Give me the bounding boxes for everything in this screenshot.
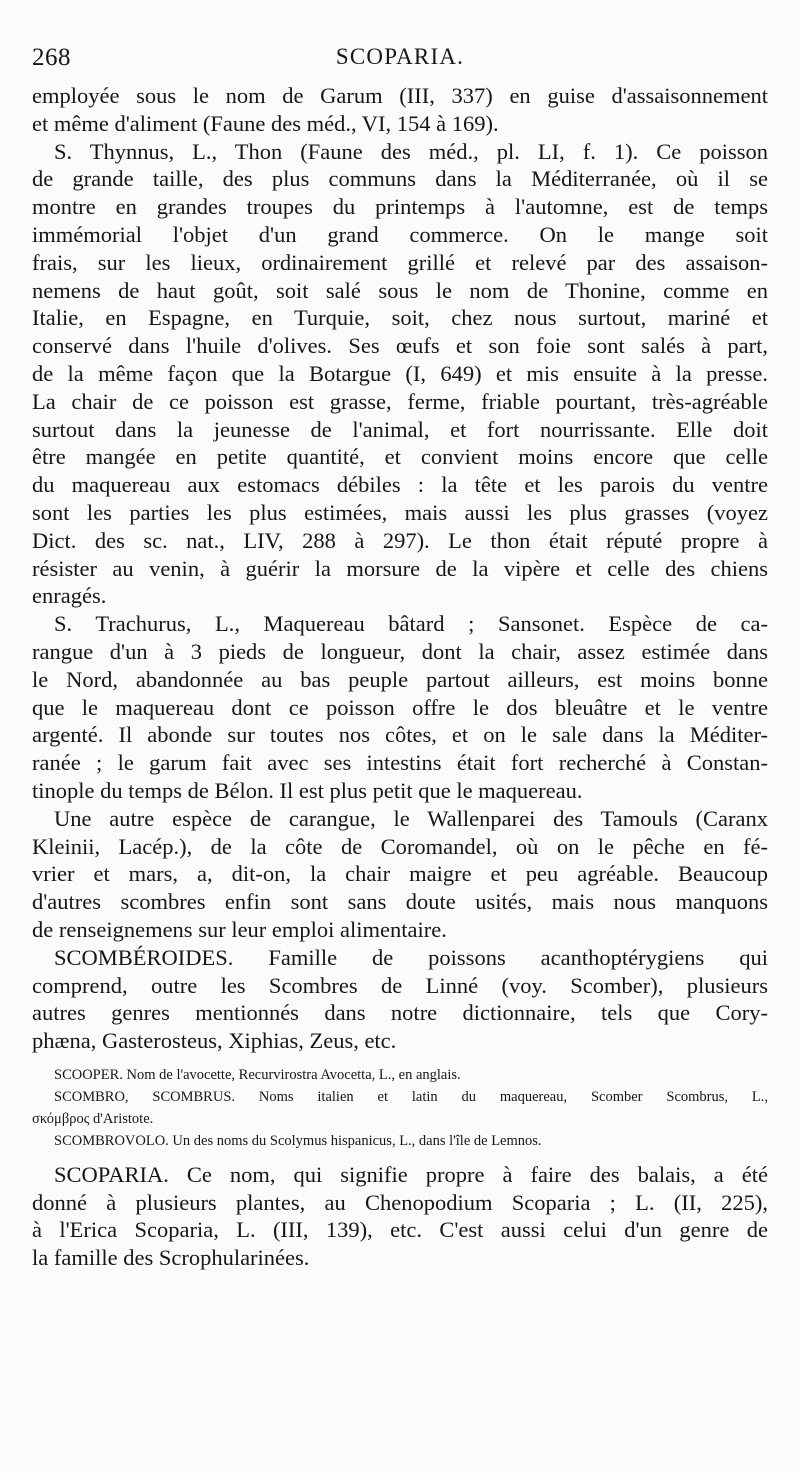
text-line-4: de grande taille, des plus communs dans la Méditerranée, où il se bbox=[32, 166, 768, 192]
text-line-16: sont les parties les plus estimées, mais aussi les plus grasses (voyez bbox=[32, 499, 768, 525]
text-line-6: immémorial l'objet d'un grand commerce. On le mange soit bbox=[32, 221, 768, 247]
text-line-27: Une autre espèce de carangue, le Wallenparei des Tamouls (Caranx bbox=[54, 805, 768, 831]
small-text-line-4: SCOMBROVOLO. Un des noms du Scolymus hispanicus, L., dans l'île de Lemnos. bbox=[54, 1132, 542, 1149]
text-line-18: résister au venin, à guérir la morsure de la vipère et celle des chiens bbox=[32, 555, 768, 581]
text-line-29: vrier et mars, a, dit-on, la chair maigre et peu agréable. Beaucoup bbox=[32, 861, 768, 887]
final-text-line-4: la famille des Scrophularinées. bbox=[32, 1245, 310, 1271]
text-line-25: ranée ; le garum fait avec ses intestins était fort recherché à Constan- bbox=[32, 750, 768, 776]
text-line-33: comprend, outre les Scombres de Linné (voy. Scomber), plusieurs bbox=[32, 972, 768, 998]
small-text-gap bbox=[32, 1055, 768, 1064]
text-line-1: employée sous le nom de Garum (III, 337) en guise d'assaisonnement bbox=[32, 83, 768, 108]
text-line-12: La chair de ce poisson est grasse, ferme, friable pourtant, très-agréable bbox=[32, 388, 768, 414]
text-line-28: Kleinii, Lacép.), de la côte de Coromandel, où on le pêche en fé- bbox=[32, 833, 768, 859]
text-line-26: tinople du temps de Bélon. Il est plus petit que le maquereau. bbox=[32, 777, 583, 803]
text-line-13: surtout dans la jeunesse de l'animal, et fort nourrissante. Elle doit bbox=[32, 416, 768, 442]
page-header bbox=[32, 44, 768, 84]
text-line-20: S. Trachurus, L., Maquereau bâtard ; Sansonet. Espèce de ca- bbox=[54, 611, 768, 637]
text-line-19: enragés. bbox=[32, 583, 107, 609]
text-line-21: rangue d'un à 3 pieds de longueur, dont la chair, assez estimée dans bbox=[32, 638, 768, 664]
final-text-line-1: SCOPARIA. Ce nom, qui signifie propre à faire des balais, a été bbox=[54, 1161, 768, 1187]
text-line-9: Italie, en Espagne, en Turquie, soit, chez nous surtout, mariné et bbox=[32, 305, 768, 331]
text-line-15: du maquereau aux estomacs débiles : la tête et les parois du ventre bbox=[32, 472, 768, 498]
text-line-24: argenté. Il abonde sur toutes nos côtes, et on le sale dans la Méditer- bbox=[32, 722, 768, 748]
text-line-30: d'autres scombres enfin sont sans doute usités, mais nous manquons bbox=[32, 889, 768, 915]
main-text bbox=[32, 82, 768, 1272]
text-line-7: frais, sur les lieux, ordinairement grillé et relevé par des assaison- bbox=[32, 249, 768, 275]
text-line-8: nemens de haut goût, soit salé sous le nom de Thonine, comme en bbox=[32, 277, 768, 303]
text-line-35: phæna, Gasterosteus, Xiphias, Zeus, etc. bbox=[32, 1028, 397, 1054]
running-head: SCOPARIA. bbox=[335, 44, 465, 69]
text-line-34: autres genres mentionnés dans notre dictionnaire, tels que Cory- bbox=[32, 1000, 768, 1026]
final-text-line-3: à l'Erica Scoparia, L. (III, 139), etc. C'est aussi celui d'un genre de bbox=[32, 1217, 768, 1243]
final-text-gap bbox=[32, 1152, 768, 1161]
text-line-11: de la même façon que la Botargue (I, 649) et mis ensuite à la presse. bbox=[32, 360, 768, 386]
small-text-line-2: SCOMBRO, SCOMBRUS. Noms italien et latin du maquereau, Scomber Scombrus, L., bbox=[54, 1088, 768, 1105]
small-text-line-1: SCOOPER. Nom de l'avocette, Recurvirostra Avocetta, L., en anglais. bbox=[54, 1066, 461, 1083]
text-line-23: que le maquereau dont ce poisson offre le dos bleuâtre et le ventre bbox=[32, 694, 768, 720]
text-line-32: SCOMBÉROIDES. Famille de poissons acanthoptérygiens qui bbox=[54, 944, 768, 970]
final-text-line-2: donné à plusieurs plantes, au Chenopodium Scoparia ; L. (II, 225), bbox=[32, 1189, 768, 1215]
text-line-10: conservé dans l'huile d'olives. Ses œufs et son foie sont salés à part, bbox=[32, 333, 768, 359]
text-line-5: montre en grandes troupes du printemps à l'automne, est de temps bbox=[32, 194, 768, 220]
text-line-31: de renseignemens sur leur emploi alimentaire. bbox=[32, 916, 447, 942]
small-text-line-3: σκόμβρος d'Aristote. bbox=[32, 1110, 154, 1127]
text-line-14: être mangée en petite quantité, et convient moins encore que celle bbox=[32, 444, 768, 470]
text-line-3: S. Thynnus, L., Thon (Faune des méd., pl. LI, f. 1). Ce poisson bbox=[54, 138, 768, 164]
text-line-22: le Nord, abandonnée au bas peuple partout ailleurs, est moins bonne bbox=[32, 666, 768, 692]
page-number: 268 bbox=[32, 44, 71, 71]
text-line-2: et même d'aliment (Faune des méd., VI, 154 à 169). bbox=[32, 110, 499, 136]
text-line-17: Dict. des sc. nat., LIV, 288 à 297). Le thon était réputé propre à bbox=[32, 527, 768, 553]
